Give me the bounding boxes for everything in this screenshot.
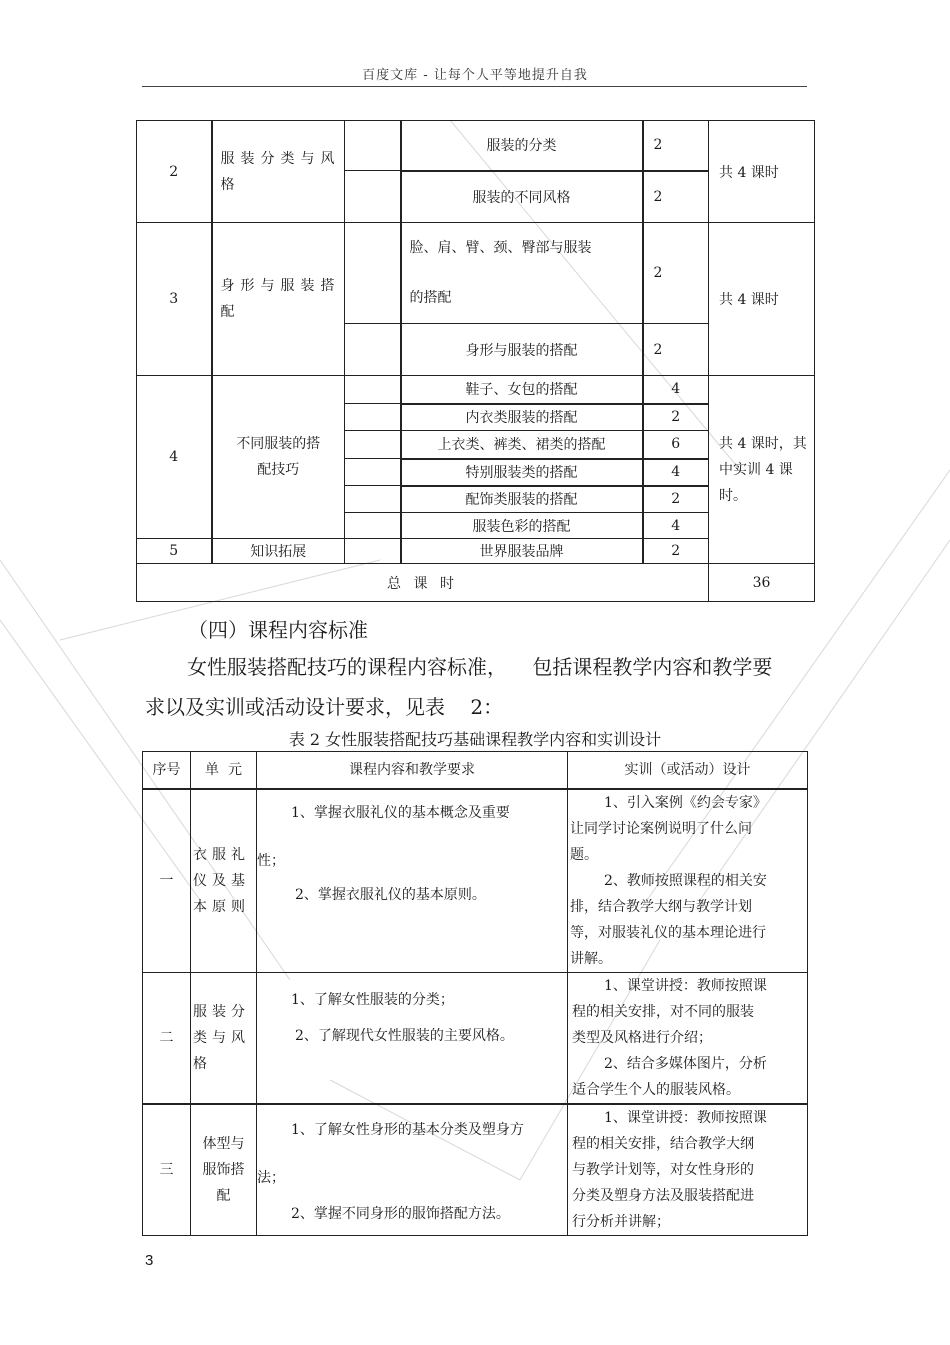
hours-cell: 4 bbox=[643, 376, 709, 404]
training-line: 1、课堂讲授：教师按照课 bbox=[604, 1110, 767, 1126]
content-line: 性； bbox=[257, 853, 285, 869]
topic-cell: 上衣类、裤类、裙类的搭配 bbox=[401, 431, 643, 459]
section-title: （四）课程内容标准 bbox=[188, 618, 368, 642]
topic-cell: 服装的不同风格 bbox=[401, 171, 643, 223]
unit-name: 衣服礼仪及基本原则 bbox=[191, 789, 257, 973]
row-number: 三 bbox=[143, 1104, 191, 1236]
topic-cell: 服装的分类 bbox=[401, 121, 643, 171]
hours-cell: 2 bbox=[643, 324, 709, 376]
unit-name: 服装分类与风格 bbox=[191, 973, 257, 1105]
schedule-table bbox=[136, 120, 815, 602]
content-line: 2、掌握衣服礼仪的基本原则。 bbox=[295, 887, 486, 903]
blank-cell bbox=[345, 223, 401, 324]
topic-line: 脸、肩、臂、颈、臀部与服装 bbox=[409, 240, 592, 256]
topic-cell: 特别服装类的搭配 bbox=[401, 459, 643, 486]
hours-cell: 4 bbox=[643, 459, 709, 486]
hours-cell: 2 bbox=[643, 171, 709, 223]
content-table bbox=[142, 751, 808, 1236]
total-value: 36 bbox=[709, 564, 815, 602]
unit-number: 3 bbox=[137, 223, 212, 376]
blank-cell bbox=[345, 486, 401, 513]
training-line: 讲解。 bbox=[570, 951, 612, 967]
training-line: 1、引入案例《约会专家》 bbox=[604, 795, 767, 811]
blank-cell bbox=[345, 376, 401, 404]
training-cell bbox=[568, 1104, 808, 1236]
unit-name: 知识拓展 bbox=[212, 539, 345, 564]
blank-cell bbox=[345, 121, 401, 171]
training-line: 2、教师按照课程的相关安 bbox=[604, 873, 767, 889]
training-line: 题。 bbox=[570, 847, 598, 863]
page-number: 3 bbox=[145, 1252, 154, 1269]
paragraph-line-1: 女性服装搭配技巧的课程内容标准， 包括课程教学内容和教学要 bbox=[187, 655, 773, 679]
training-line: 2、结合多媒体图片，分析 bbox=[604, 1056, 767, 1072]
training-cell bbox=[568, 789, 808, 973]
unit-name: 身形与服装搭配 bbox=[212, 223, 345, 376]
header-no: 序号 bbox=[143, 752, 191, 790]
hours-cell: 2 bbox=[643, 486, 709, 513]
hours-cell: 2 bbox=[643, 539, 709, 564]
row-number: 一 bbox=[143, 789, 191, 973]
blank-cell bbox=[345, 404, 401, 431]
topic-cell: 鞋子、女包的搭配 bbox=[401, 376, 643, 404]
hours-cell: 6 bbox=[643, 431, 709, 459]
header-divider bbox=[142, 86, 807, 87]
content-line: 1、掌握衣服礼仪的基本概念及重要 bbox=[291, 805, 510, 821]
blank-cell bbox=[345, 513, 401, 539]
training-line: 排，结合教学大纲与教学计划 bbox=[570, 899, 752, 915]
unit-name: 体型与服饰搭配 bbox=[191, 1104, 257, 1236]
training-line: 类型及风格进行介绍； bbox=[572, 1030, 712, 1046]
training-line: 程的相关安排，对不同的服装 bbox=[572, 1004, 754, 1020]
hours-note: 共 4 课时 bbox=[709, 121, 815, 223]
content-line: 法； bbox=[257, 1170, 285, 1186]
unit-number: 2 bbox=[137, 121, 212, 223]
hours-cell: 2 bbox=[643, 121, 709, 171]
content-cell bbox=[257, 1104, 568, 1236]
page-header: 百度文库 - 让每个人平等地提升自我 bbox=[362, 68, 588, 83]
topic-cell: 世界服装品牌 bbox=[401, 539, 643, 564]
hours-cell: 2 bbox=[643, 223, 709, 324]
hours-cell: 2 bbox=[643, 404, 709, 431]
unit-name: 服装分类与风格 bbox=[212, 121, 345, 223]
paragraph-line-2: 求以及实训或活动设计要求，见表 2： bbox=[145, 695, 504, 719]
content-line: 1、了解女性身形的基本分类及塑身方 bbox=[291, 1122, 524, 1138]
header-unit: 单 元 bbox=[191, 752, 257, 790]
topic-cell bbox=[401, 223, 643, 324]
training-line: 等，对服装礼仪的基本理论进行 bbox=[570, 925, 766, 941]
training-line: 1、课堂讲授：教师按照课 bbox=[604, 978, 767, 994]
hours-note: 共 4 课时 bbox=[709, 223, 815, 376]
training-line: 让同学讨论案例说明了什么问 bbox=[570, 821, 752, 837]
unit-name: 不同服装的搭配技巧 bbox=[212, 376, 345, 539]
blank-cell bbox=[345, 171, 401, 223]
training-line: 与教学计划等，对女性身形的 bbox=[572, 1162, 754, 1178]
blank-cell bbox=[345, 324, 401, 376]
total-label: 总 课 时 bbox=[137, 564, 709, 602]
unit-number: 4 bbox=[137, 376, 212, 539]
content-line: 1、了解女性服装的分类； bbox=[291, 992, 454, 1008]
content-cell bbox=[257, 973, 568, 1105]
hours-note: 共 4 课时，其中实训 4 课时。 bbox=[709, 376, 815, 564]
hours-cell: 4 bbox=[643, 513, 709, 539]
topic-line: 的搭配 bbox=[409, 290, 452, 306]
topic-cell: 服装色彩的搭配 bbox=[401, 513, 643, 539]
training-line: 适合学生个人的服装风格。 bbox=[572, 1082, 740, 1098]
blank-cell bbox=[345, 459, 401, 486]
training-line: 分类及塑身方法及服装搭配进 bbox=[572, 1188, 754, 1204]
topic-cell: 配饰类服装的搭配 bbox=[401, 486, 643, 513]
table2-caption: 表 2 女性服装搭配技巧基础课程教学内容和实训设计 bbox=[288, 730, 662, 749]
training-cell bbox=[568, 973, 808, 1105]
content-line: 2、了解现代女性服装的主要风格。 bbox=[295, 1028, 514, 1044]
row-number: 二 bbox=[143, 973, 191, 1105]
topic-cell: 身形与服装的搭配 bbox=[401, 324, 643, 376]
content-cell bbox=[257, 789, 568, 973]
blank-cell bbox=[345, 539, 401, 564]
topic-cell: 内衣类服装的搭配 bbox=[401, 404, 643, 431]
unit-number: 5 bbox=[137, 539, 212, 564]
content-line: 2、掌握不同身形的服饰搭配方法。 bbox=[291, 1206, 510, 1222]
blank-cell bbox=[345, 431, 401, 459]
training-line: 程的相关安排，结合教学大纲 bbox=[572, 1136, 754, 1152]
header-content: 课程内容和教学要求 bbox=[257, 752, 568, 790]
training-line: 行分析并讲解； bbox=[572, 1214, 670, 1230]
header-training: 实训（或活动）设计 bbox=[568, 752, 808, 790]
